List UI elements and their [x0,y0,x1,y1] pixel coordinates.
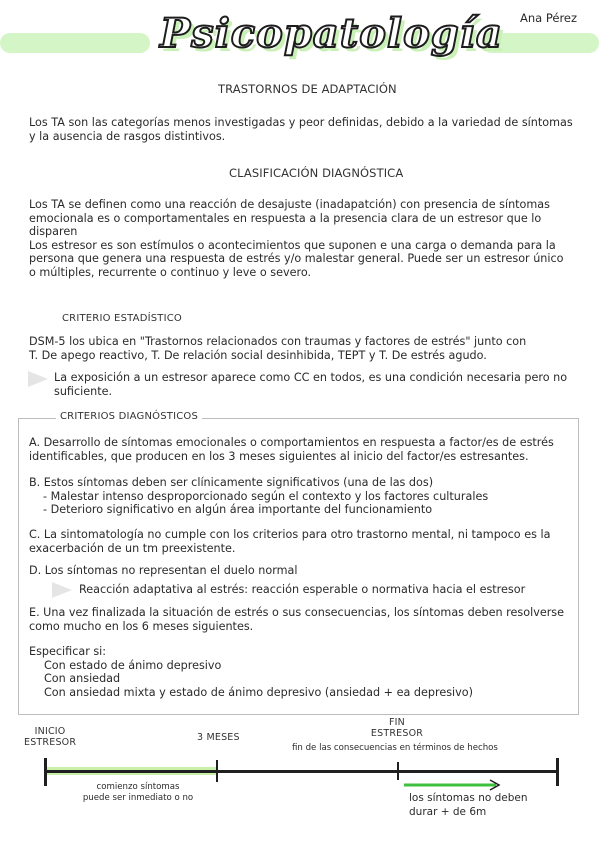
main-heading: TRASTORNOS DE ADAPTACIÓN [218,82,397,96]
statistical-line: T. De apego reactivo, T. De relación social desinhibida, TEPT y T. De estrés agudo. [29,348,487,362]
onset-note-line: puede ser inmediato o no [82,793,194,803]
specifier-list [29,645,473,699]
timeline-end-line: ESTRESOR [370,728,424,739]
specifier-heading: Especificar si: [29,645,107,658]
timeline-tick-3months [216,760,218,782]
criterion-e [29,606,564,633]
intro-line: y la ausencia de rasgos distintivos. [29,129,226,143]
intro-paragraph [29,116,573,143]
criterion-e-line: E. Una vez finalizada la situación de estrés o sus consecuencias, los síntomas deben resolverse [29,606,565,619]
criterion-e-line: como mucho en los 6 meses siguientes. [29,619,254,633]
specifier-item: Con ansiedad mixta y estado de ánimo depresivo (ansiedad + ea depresivo) [44,685,473,699]
timeline-tick-end-stressor [397,762,399,780]
author-name: Ana Pérez [520,11,578,25]
classification-line: persona que genera una respuesta de estrés y/o malestar general. Puede ser un estresor único [29,252,564,266]
criterion-a [29,436,554,463]
statistical-line: DSM-5 los ubica en "Trastornos relacionados con traumas y factores de estrés" junto con [29,335,527,348]
resolve-note [409,792,528,819]
diagnostic-heading: CRITERIOS DIAGNÓSTICOS [56,411,202,422]
arrow-right-icon [28,371,48,387]
classification-line: emocionala es o comportamentales en respuesta a la presencia clara de un estresor que lo [29,211,542,225]
criterion-d-note: Reacción adaptativa al estrés: reacción esperable o normativa hacia el estresor [79,583,526,596]
criterion-d: D. Los síntomas no representan el duelo normal [29,564,298,577]
timeline-start-line: ESTRESOR [24,737,77,748]
timeline-end-line: FIN [389,717,405,728]
timeline-end-label [369,717,425,739]
classification-line: Los TA se definen como una reacción de desajuste (inadapatción) con presencia de síntomas [29,198,550,211]
title-band-left [0,33,150,53]
onset-note [82,782,194,804]
timeline-start-line: INICIO [34,726,66,737]
timeline-mid-label: 3 MESES [197,732,240,743]
criterion-a-line: A. Desarrollo de síntomas emocionales o comportamientos en respuesta a factor/es de estrés [29,436,554,449]
timeline-start-label [24,726,76,748]
statistical-paragraph [29,335,526,362]
criterion-c-line: C. La sintomatología no cumple con los criterios para otro trastorno mental, ni tampoco es la [29,528,551,541]
statistical-heading: CRITERIO ESTADÍSTICO [62,313,183,324]
timeline-tick-end [556,758,559,786]
timeline-axis [44,770,559,773]
specifier-item: Con ansiedad [44,672,121,686]
specifier-item: Con estado de ánimo depresivo [44,658,222,672]
resolve-note-line: durar + de 6m [409,805,487,818]
statistical-note-line: suficiente. [54,384,113,398]
criterion-b-line: - Deterioro significativo en algún área importante del funcionamiento [43,503,433,517]
criterion-b [29,476,488,517]
criterion-b-line: - Malestar intenso desproporcionado según el contexto y los factores culturales [43,489,489,503]
intro-line: Los TA son las categorías menos investigadas y peor definidas, debido a la variedad de síntomas [29,116,573,129]
classification-paragraph [29,198,564,280]
statistical-note-line: La exposición a un estresor aparece como CC en todos, es una condición necesaria pero no [54,371,568,384]
classification-line: o múltiples, recurrente o continuo y leve o severo. [29,265,312,279]
criterion-b-line: B. Estos síntomas deben ser clínicamente significativos (una de las dos) [29,476,434,489]
statistical-note [54,371,567,398]
arrow-right-icon [402,778,506,792]
classification-line: disparen [29,225,78,239]
onset-note-line: comienzo síntomas [96,782,180,792]
timeline-end-subtitle: fin de las consecuencias en términos de hechos [292,743,498,753]
classification-line: Los estresor es son estímulos o acontecimientos que suponen e una carga o demanda para la [29,238,556,252]
page-title: Psicopatología [160,10,503,57]
arrow-right-icon [52,582,72,598]
criterion-a-line: identificables, que producen en los 3 meses siguientes al inicio del factor/es estresantes. [29,449,529,463]
resolve-note-line: los síntomas no deben [409,792,528,804]
timeline-tick-start [44,758,47,786]
classification-heading: CLASIFICACIÓN DIAGNÓSTICA [229,166,404,180]
criterion-c-line: exacerbación de un tm preexistente. [29,541,236,555]
criterion-c [29,528,550,555]
